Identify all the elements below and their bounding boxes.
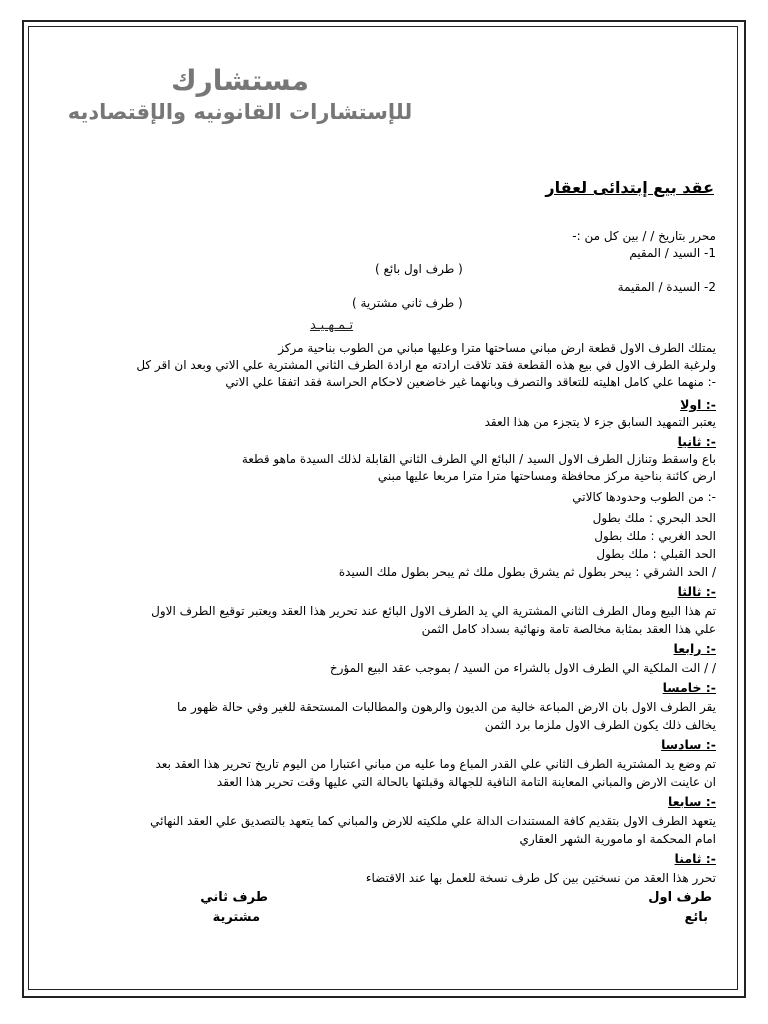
brand-name: مستشارك [170, 64, 310, 97]
first-party-label: طرف اول [648, 890, 712, 905]
clause-text: / / الت الملكية الي الطرف الاول بالشراء من السيد / بموجب عقد البيع المؤرخ [329, 661, 716, 675]
clause-text: يعتبر التمهيد السابق جزء لا يتجزء من هذا العقد [484, 415, 716, 429]
preamble-heading: تـمـهـيـد [310, 318, 354, 333]
boundary-east: / الحد الشرقي : يبحر بطول ثم يشرق بطول ملك ثم يبحر بطول ملك السيدة [338, 565, 716, 579]
party-two-role: ( طرف ثاني مشترية ) [352, 296, 463, 310]
clause-text: تحرر هذا العقد من نسختين بين كل طرف نسخة للعمل بها عند الاقتضاء [365, 871, 716, 885]
document-title: عقد بيع إبتدائى لعقار [545, 178, 714, 197]
clause-heading: -: ثانيا [677, 434, 716, 449]
clause-text: امام المحكمة او مامورية الشهر العقاري [519, 832, 716, 846]
preamble-line: -: منهما علي كامل اهليته للتعاقد والتصرف وبانهما غير خاضعين لاحكام الحراسة فقد اتفقا علي الاتي [225, 375, 716, 389]
clause-text: ان عاينت الارض والمباني المعاينة التامة النافية للجهالة وقبلتها بالحالة التي عليها وقت تحرير هذا العقد [216, 775, 716, 789]
party-two-line: 2- السيدة / المقيمة [617, 280, 716, 294]
clause-heading: -: ثامنا [674, 851, 716, 866]
party-one-role: ( طرف اول بائع ) [375, 262, 463, 276]
second-party-role: مشترية [212, 910, 260, 925]
preamble-line: يمتلك الطرف الاول قطعة ارض مباني مساحتها مترا وعليها مباني من الطوب بناحية مركز [278, 341, 716, 355]
boundary-south: الحد القبلي : ملك بطول [596, 547, 716, 561]
clause-heading: -: رابعا [673, 641, 716, 656]
clause-heading: -: خامسا [662, 680, 716, 695]
boundary-west: الحد الغربي : ملك بطول [594, 529, 716, 543]
clause-text: يخالف ذلك يكون الطرف الاول ملزما برد الثمن [484, 718, 716, 732]
clause-text: -: من الطوب وحدودها كالاتي [572, 490, 716, 504]
preamble-line: ولرغبة الطرف الاول في بيع هذه القطعة فقد تلاقت ارادته مع ارادة الطرف الثاني المشترية علي الاتي وبعد ان اقر كل [136, 358, 716, 372]
clause-text: يتعهد الطرف الاول بتقديم كافة المستندات الدالة علي ملكيته للارض والمباني كما يتعهد بالتصديق علي العقد النهائي [150, 814, 716, 828]
clause-text: باع واسقط وتنازل الطرف الاول السيد / البائع الي الطرف الثاني القابلة لذلك السيدة ماهو قطعة [241, 452, 716, 466]
contract-date-line: محرر بتاريخ / / بين كل من :- [572, 229, 716, 243]
party-one-line: 1- السيد / المقيم [629, 246, 716, 260]
clause-heading: -: سادسا [661, 737, 716, 752]
clause-heading: -: اولا [680, 397, 716, 412]
clause-text: ارض كائنة بناحية مركز محافظة ومساحتها مترا مترا مربعا عليها مبني [377, 469, 716, 483]
boundary-north: الحد البحري : ملك بطول [592, 511, 716, 525]
first-party-role: بائع [684, 910, 708, 925]
second-party-label: طرف ثاني [200, 890, 268, 905]
brand-tagline: للإستشارات القانونيه والإقتصاديه [67, 100, 413, 124]
clause-text: تم وضع يد المشترية الطرف الثاني علي القدر المباع وما عليه من مباني اعتبارا من اليوم تاريخ تحرير هذا العقد بعد [155, 757, 716, 771]
clause-text: يقر الطرف الاول بان الارض المباعة خالية من الديون والرهون والمطالبات المستحقة للغير وفي حالة ظهور ما [177, 700, 716, 714]
clause-text: علي هذا العقد بمثابة مخالصة تامة ونهائية بسداد كامل الثمن [421, 622, 716, 636]
clause-text: تم هذا البيع ومال الطرف الثاني المشترية الي يد الطرف الاول البائع عند تحرير هذا العقد ويعتبر توقيع الطرف الاول [151, 604, 716, 618]
clause-heading: -: ثالثا [677, 584, 716, 599]
clause-heading: -: سابعا [668, 794, 716, 809]
